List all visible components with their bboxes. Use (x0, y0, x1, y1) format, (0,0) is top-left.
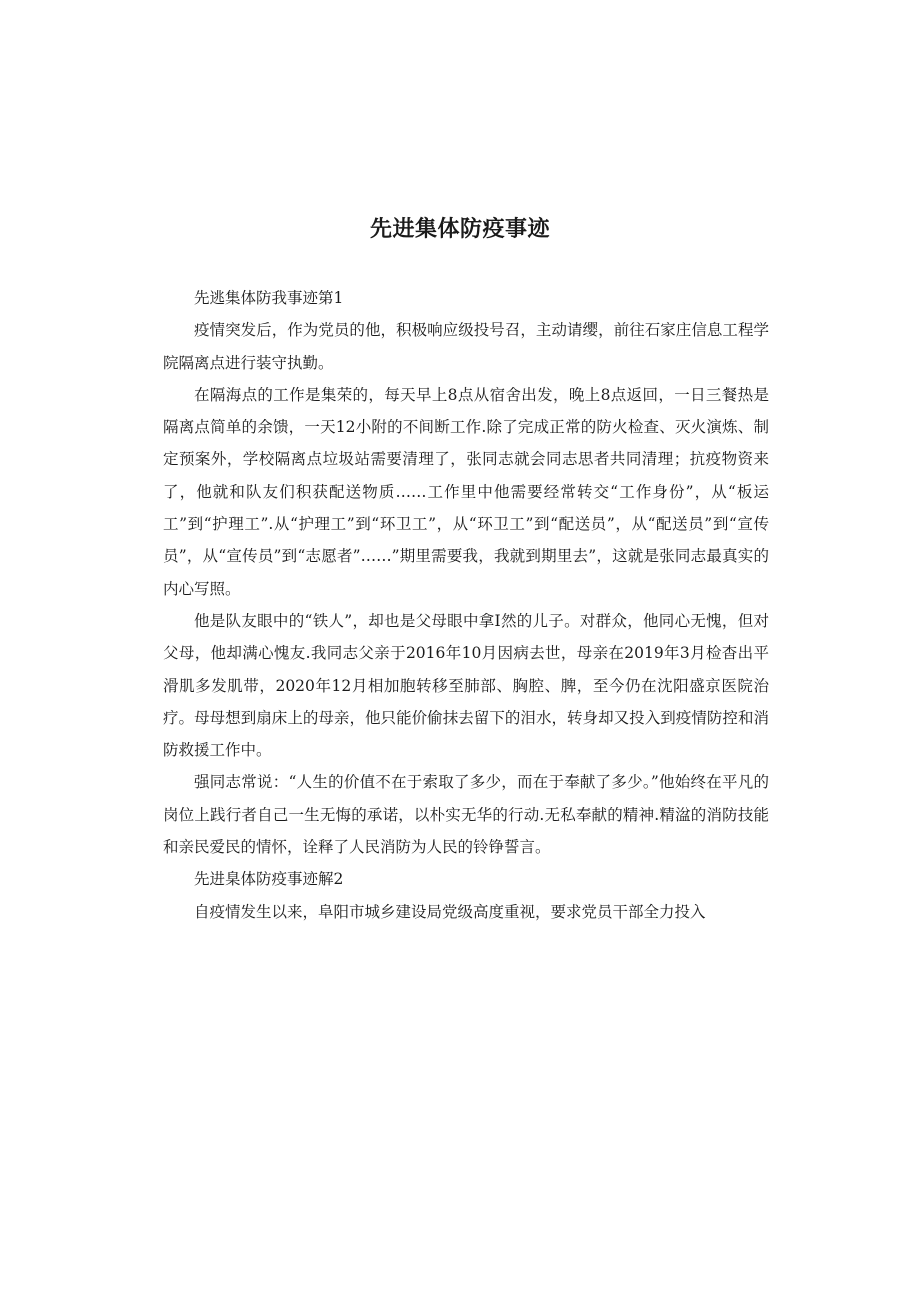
paragraph-4: 强同志常说：“人生的价值不在于索取了多少，而在于奉献了多少。”他始终在平凡的岗位上践行者自己一生无悔的承诺，以朴实无华的行动.无私奉献的精神.精湓的消防技能和亲民爱民的情怀，诠释了人民消防为人民的铃铮誓言。 (163, 773, 769, 857)
paragraph-5: 自疫情发生以来，阜阳市城乡建设局党级高度重视，要求党员干部全力投入 (194, 902, 706, 921)
paragraph-1: 疫情突发后，作为党员的他，积极响应级投号召，主动请缨，前往石家庄信息工程学院隔离点进行装守执勤。 (163, 321, 769, 372)
section-heading-1: 先逃集体防我事迹第1 (194, 289, 344, 307)
document-body (163, 282, 769, 928)
section-heading-2: 先进臬体防疫事迹解2 (194, 870, 344, 889)
paragraph-2: 在隔海点的工作是集荣的，每天早上8点从宿舍出发，晚上8点返回，一日三餐热是隔离点简单的余馈，一天12小附的不间断工作.除了完成正常的防火检查、灭火演炼、制定预案外，学校隔离点垃圾站需要清理了，张同志就会同志思者共同清理；抗疫物资来了，他就和队友们积获配送物质……工作里中他需要经常转交“工作身份”，从“板运工”到“护理工”.从“护理工”到“环卫工”，从“环卫工”到“配送员”，从“配送员”到“宣传员”，从“宣传员”到“志愿者”……”期里需要我，我就到期里去”，这就是张同志最真实的内心写照。 (163, 385, 769, 598)
paragraph-3: 他是队友眼中的“铁人”，却也是父母眼中拿I然的儿子。对群众，他同心无愧，但对父母，他却满心愧友.我同志父亲于2016年10月因病去世，母亲在2019年3月检杳出平滑肌多发肌带，2020年12月相加胞转移至肺部、胸腔、脾，至今仍在沈阳盛京医院治疗。母母想到扇床上的母亲，他只能价偷抹去留下的泪水，转身却又投入到疫情防控和消防救援工作中。 (163, 611, 769, 760)
document-title: 先进集体防疫事迹 (369, 217, 550, 242)
